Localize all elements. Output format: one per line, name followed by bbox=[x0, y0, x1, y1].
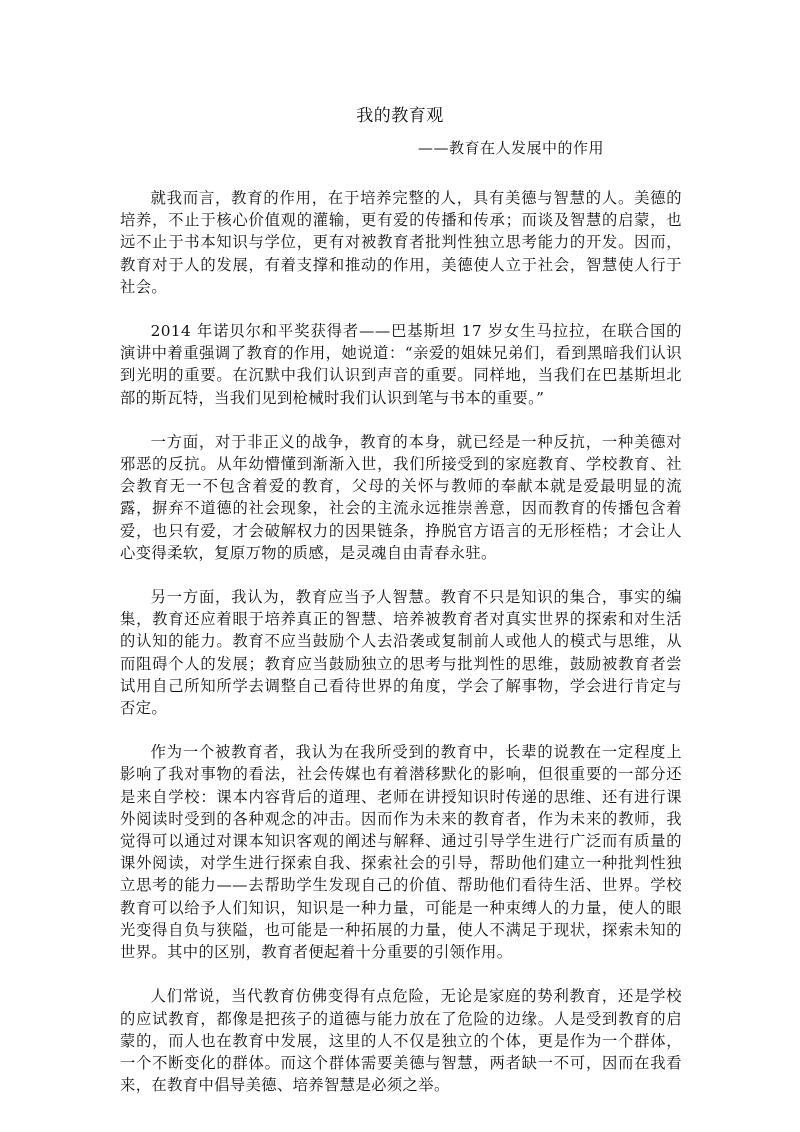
document-body bbox=[120, 187, 682, 1118]
document-title: 我的教育观 bbox=[356, 106, 444, 126]
paragraph-5: 作为一个被教育者，我认为在我所受到的教育中，长辈的说教在一定程度上影响了我对事物的看法，社会传媒也有着潜移默化的影响，但很重要的一部分还是来自学校：课本内容背后的道理、老师在讲授知识时传递的思维、还有进行课外阅读时受到的各种观念的冲击。因而作为未来的教育者，作为未来的教师，我觉得可以通过对课本知识客观的阐述与解释、通过引导学生进行广泛而有质量的课外阅读，对学生进行探索自我、探索社会的引导，帮助他们建立一种批判性独立思考的能力——去帮助学生发现自己的价值、帮助他们看待生活、世界。学校教育可以给予人们知识，知识是一种力量，可能是一种束缚人的力量，使人的眼光变得自负与狭隘，也可能是一种拓展的力量，使人不满足于现状，探索未知的世界。其中的区别，教育者便起着十分重要的引领作用。 bbox=[120, 743, 682, 962]
paragraph-2: 2014 年诺贝尔和平奖获得者——巴基斯坦 17 岁女生马拉拉，在联合国的演讲中着重强调了教育的作用，她说道：“亲爱的姐妹兄弟们，看到黑暗我们认识到光明的重要。在沉默中我们认识到声音的重要。同样地，当我们在巴基斯坦北部的斯瓦特，当我们见到枪械时我们认识到笔与书本的重要。” bbox=[120, 322, 682, 407]
paragraph-3: 一方面，对于非正义的战争，教育的本身，就已经是一种反抗，一种美德对邪恶的反抗。从年幼懵懂到渐渐入世，我们所接受到的家庭教育、学校教育、社会教育无一不包含着爱的教育，父母的关怀与教师的奉献本就是爱最明显的流露，摒弃不道德的社会现象，社会的主流永远推崇善意，因而教育的传播包含着爱，也只有爱，才会破解权力的因果链条，挣脱官方语言的无形桎梏；才会让人心变得柔软，复原万物的质感，是灵魂自由青春永驻。 bbox=[120, 432, 682, 562]
paragraph-1: 就我而言，教育的作用，在于培养完整的人，具有美德与智慧的人。美德的培养，不止于核心价值观的灌输，更有爱的传播和传承；而谈及智慧的启蒙，也远不止于书本知识与学位，更有对被教育者批判性独立思考能力的开发。因而，教育对于人的发展，有着支撑和推动的作用，美德使人立于社会，智慧使人行于社会。 bbox=[120, 189, 682, 296]
document-subtitle: ——教育在人发展中的作用 bbox=[418, 139, 605, 157]
paragraph-6: 人们常说，当代教育仿佛变得有点危险，无论是家庭的势利教育，还是学校的应试教育，都像是把孩子的道德与能力放在了危险的边缘。人是受到教育的启蒙的，而人也在教育中发展，这里的人不仅是独立的个体，更是作为一个群体，一个不断变化的群体。而这个群体需要美德与智慧，两者缺一不可，因而在我看来，在教育中倡导美德、培养智慧是必须之举。 bbox=[120, 987, 682, 1095]
paragraph-4: 另一方面，我认为，教育应当予人智慧。教育不只是知识的集合，事实的编集，教育还应着眼于培养真正的智慧、培养被教育者对真实世界的探索和对生活的认知的能力。教育不应当鼓励个人去沿袭或复制前人或他人的模式与思维，从而阻碍个人的发展；教育应当鼓励独立的思考与批判性的思维，鼓励被教育者尝试用自己所知所学去调整自己看待世界的角度，学会了解事物，学会进行肯定与否定。 bbox=[120, 588, 682, 718]
